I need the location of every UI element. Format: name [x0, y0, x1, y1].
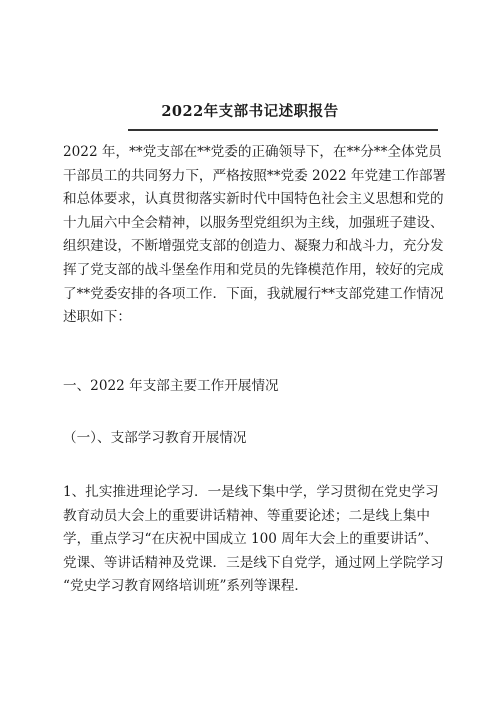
item-line: 学，重点学习“在庆祝中国成立 100 周年大会上的重要讲话”、 [63, 531, 438, 548]
intro-line: 2022 年，**党支部在**党委的正确领导下，在**分**全体党员 [63, 144, 442, 160]
intro-line: 述职如下： [63, 309, 131, 326]
item-paragraph [63, 481, 444, 599]
subsection-heading: （一）、支部学习教育开展情况 [63, 430, 247, 446]
intro-line: 组织建设，不断增强党支部的创造力、凝聚力和战斗力，充分发 [63, 238, 444, 255]
intro-line: 挥了党支部的战斗堡垒作用和党员的先锋模范作用，较好的完成 [63, 261, 444, 278]
document-title: 2022年支部书记述职报告 [161, 103, 339, 120]
intro-line: 和总体要求，认真贯彻落实新时代中国特色社会主义思想和党的 [63, 191, 444, 208]
intro-line: 十九届六中全会精神，以服务型党组织为主线，加强班子建设、 [63, 214, 444, 231]
section-heading: 一、2022 年支部主要工作开展情况 [63, 378, 279, 394]
item-line: 教育动员大会上的重要讲话精神、等重要论述；二是线上集中 [63, 507, 431, 524]
item-line: “党史学习教育网络培训班”系列等课程． [63, 578, 308, 595]
item-line: 1、扎实推进理论学习．一是线下集中学，学习贯彻在党史学习 [63, 484, 439, 500]
intro-line: 干部员工的共同努力下，严格按照**党委 2022 年党建工作部署 [63, 167, 447, 184]
intro-line: 了**党委安排的各项工作．下面，我就履行**支部党建工作情况 [63, 285, 444, 302]
title-divider [128, 129, 438, 131]
intro-paragraph [63, 141, 447, 330]
item-line: 党课、等讲话精神及党课．三是线下自党学，通过网上学院学习 [63, 554, 444, 571]
